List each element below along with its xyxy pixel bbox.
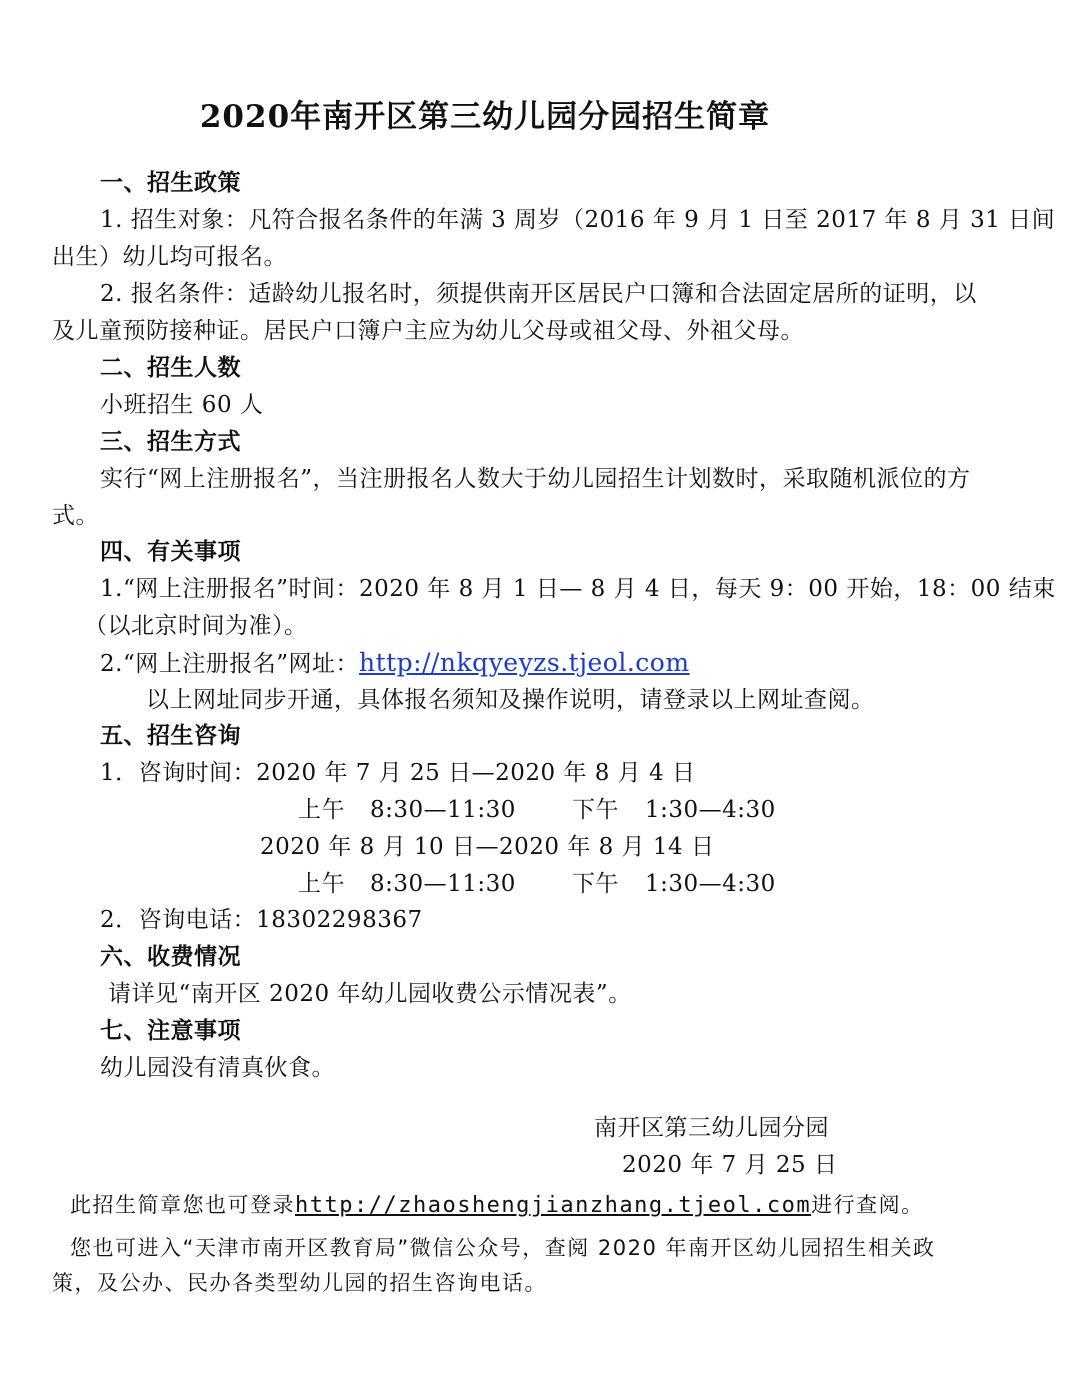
consultation-phone: 2．咨询电话：18302298367: [100, 907, 423, 933]
signature-org: 南开区第三幼儿园分园: [594, 1115, 829, 1141]
footer-line1: [70, 1190, 924, 1221]
period2-pm-time: 1:30—4:30: [645, 871, 776, 897]
period1-pm-label: 下午: [572, 797, 619, 823]
registration-url-note: 以上网址同步开通，具体报名须知及操作说明，请登录以上网址查阅。: [146, 687, 875, 713]
period2-am-label: 上午: [298, 871, 345, 897]
footer-line1-suffix: 进行查阅。: [811, 1193, 924, 1217]
registration-url-link[interactable]: http://nkqyeyzs.tjeol.com: [358, 648, 690, 677]
enrollment-method-line1: 实行“网上注册报名”，当注册报名人数大于幼儿园招生计划数时，采取随机派位的方: [100, 466, 971, 492]
document-title: 2020年南开区第三幼儿园分园招生简章: [199, 99, 771, 135]
footer-line2: 您也可进入“天津市南开区教育局”微信公众号，查阅 2020 年南开区幼儿园招生相关政: [70, 1236, 936, 1260]
period2-am-time: 8:30—11:30: [370, 871, 516, 897]
fees-text: 请详见“南开区 2020 年幼儿园收费公示情况表”。: [108, 981, 632, 1007]
consultation-time-range1: 1．咨询时间：2020 年 7 月 25 日—2020 年 8 月 4 日: [100, 760, 696, 786]
policy-item2-line1: 2. 报名条件：适龄幼儿报名时，须提供南开区居民户口簿和合法固定居所的证明，以: [100, 281, 977, 307]
footer-lookup-link[interactable]: http://zhaoshengjianzhang.tjeol.com: [295, 1193, 812, 1218]
enrollment-count-text: 小班招生 60 人: [100, 392, 264, 418]
registration-url-label: 2.“网上注册报名”网址：: [100, 651, 359, 677]
section-heading-policy: 一、招生政策: [100, 169, 241, 196]
period2-pm-label: 下午: [572, 871, 619, 897]
section-heading-enrollment-count: 二、招生人数: [100, 354, 241, 381]
policy-item1-line2: 出生）幼儿均可报名。: [52, 244, 287, 270]
period1-pm-time: 1:30—4:30: [645, 797, 776, 823]
registration-time-line1: 1.“网上注册报名”时间：2020 年 8 月 1 日— 8 月 4 日，每天 9：00 开始，18：00 结束: [100, 576, 1056, 602]
section-heading-enrollment-method: 三、招生方式: [100, 428, 241, 455]
period1-am-label: 上午: [298, 797, 345, 823]
section-heading-notes: 七、注意事项: [100, 1017, 241, 1044]
footer-line1-prefix: 此招生简章您也可登录: [70, 1193, 295, 1217]
enrollment-method-line2: 式。: [52, 503, 99, 529]
period1-am-time: 8:30—11:30: [370, 797, 516, 823]
section-heading-related-matters: 四、有关事项: [100, 538, 241, 565]
consultation-time-range2: 2020 年 8 月 10 日—2020 年 8 月 14 日: [260, 834, 715, 860]
section-heading-fees: 六、收费情况: [100, 943, 241, 970]
footer-line3: 策，及公办、民办各类型幼儿园的招生咨询电话。: [52, 1271, 547, 1295]
signature-date: 2020 年 7 月 25 日: [622, 1152, 838, 1178]
registration-time-line2: （以北京时间为准）。: [84, 613, 308, 639]
section-heading-consultation: 五、招生咨询: [100, 722, 241, 749]
registration-url-line: [100, 648, 690, 679]
policy-item2-line2: 及儿童预防接种证。居民户口簿户主应为幼儿父母或祖父母、外祖父母。: [52, 318, 804, 344]
notes-text: 幼儿园没有清真伙食。: [100, 1055, 335, 1081]
policy-item1-line1: 1. 招生对象：凡符合报名条件的年满 3 周岁（2016 年 9 月 1 日至 2017 年 8 月 31 日间: [100, 207, 1056, 233]
